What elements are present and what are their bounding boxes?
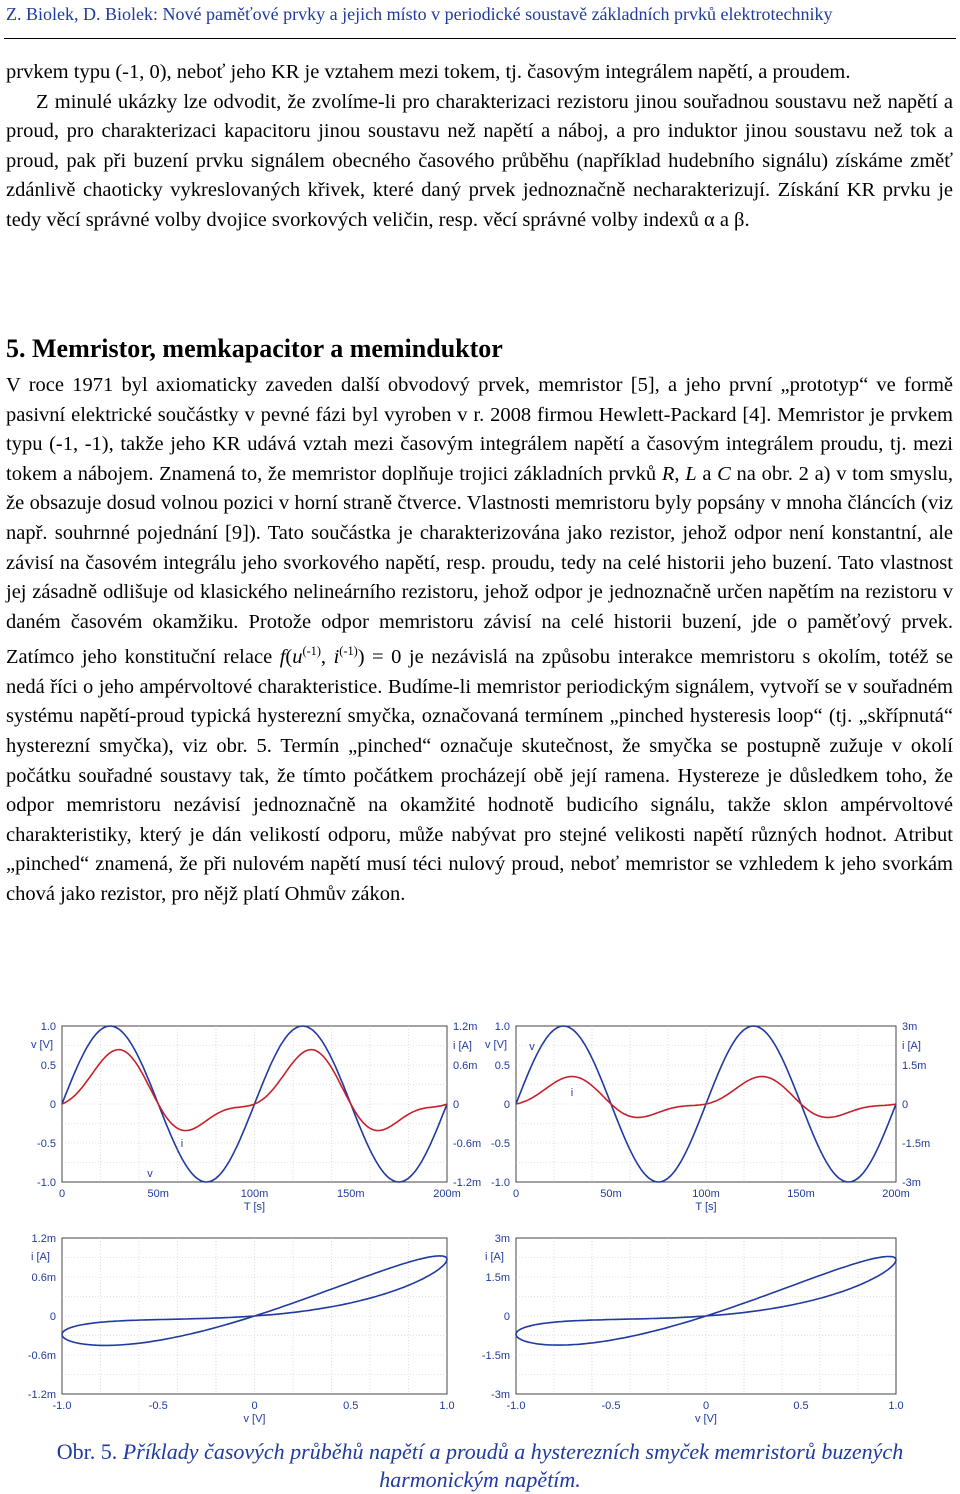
ytick-right-0-0: 1.2m (453, 1021, 478, 1033)
separator-comma: , (674, 462, 686, 485)
ytick-right-1-1: 1.5m (902, 1060, 927, 1072)
text-block-1 (6, 58, 953, 236)
ytick-right-0-3: -0.6m (453, 1138, 482, 1150)
ytick-left-2-1: 0.6m (31, 1272, 56, 1284)
xtick-1-1: 50m (600, 1188, 622, 1200)
series-name-i-1: i (570, 1087, 574, 1099)
xtick-3-1: -0.5 (601, 1400, 621, 1412)
xtick-2-1: -0.5 (148, 1400, 168, 1412)
ytick-left-0-3: -0.5 (37, 1138, 56, 1150)
xtick-0-1: 50m (147, 1188, 169, 1200)
xtick-2-2: 0 (251, 1400, 258, 1412)
running-header: Z. Biolek, D. Biolek: Nové paměťové prvky a jejich místo v periodické soustavě základních prvků elektrotechniky (6, 4, 833, 24)
ytick-right-1-0: 3m (902, 1021, 918, 1033)
series-name-v-0: v (147, 1168, 153, 1180)
series-name-i-0: i (180, 1138, 184, 1150)
xtick-0-2: 100m (240, 1188, 269, 1200)
ytick-left-1-0: 1.0 (494, 1021, 510, 1033)
xlabel-3: v [V] (694, 1413, 718, 1425)
ylabel-right-1: i [A] (902, 1040, 921, 1052)
paragraph-3-part-c: je nezávislá na způsobu interakce memristoru s okolím, totéž se nedá říci o jeho ampérvoltové charakteristice. Budíme-li memristor periodickým signálem, vytvoří se v souřadném systému napětí-proud typická hysterezní smyčka, označovaná termínem „pinched hysteresis loop“ (tj. „skřípnutá“ hysterezní smyčka), viz obr. 5. Termín „pinched“ označuje skutečnost, že smyčka se postupně zužuje v okolí počátku souřadné soustavy tak, že tímto počátkem procházejí obě její ramena. Hystereze je důsledkem toho, že odpor memristoru nezávisí jednoznačně na okamžité hodnotě budicího signálu, takže sklon ampérvoltové charakteristiky, který je dán velikostí odporu, může nabývat pro stejné velikosti napětí různých hodnot. Atribut „pinched“ znamená, že při nulovém napětí musí téci nulový proud, neboť memristor se vzhledem k jeho svorkám chová jako rezistor, pro nějž platí Ohmův zákon. (6, 646, 953, 905)
caption-body: Příklady časových průběhů napětí a proudů a hysterezních smyček memristorů buzených harmonickým napětím. (117, 1439, 904, 1492)
ytick-right-1-4: -3m (902, 1177, 921, 1189)
ytick-right-1-3: -1.5m (902, 1138, 931, 1150)
xtick-0-3: 150m (336, 1188, 365, 1200)
xtick-0-4: 200m (433, 1188, 461, 1200)
series-name-v-1: v (529, 1041, 535, 1053)
relation-u: u (292, 646, 303, 669)
xtick-3-3: 0.5 (793, 1400, 809, 1412)
ytick-right-0-1: 0.6m (453, 1060, 478, 1072)
xtick-2-0: -1.0 (52, 1400, 72, 1412)
text-block-2 (6, 371, 953, 910)
figure-caption (0, 1438, 960, 1494)
caption-lead: Obr. 5. (56, 1439, 118, 1464)
ylabel-3: i [A] (485, 1251, 504, 1263)
separator-and: a (696, 462, 718, 485)
xtick-2-4: 1.0 (439, 1400, 455, 1412)
ytick-left-1-2: 0 (503, 1099, 510, 1111)
series-i-line-0 (62, 1050, 447, 1131)
xtick-0-0: 0 (58, 1188, 66, 1200)
xtick-1-0: 0 (512, 1188, 520, 1200)
relation-i-sup: (-1) (339, 644, 358, 659)
ytick-left-3-2: 0 (503, 1311, 510, 1323)
header-rule (4, 38, 956, 39)
ylabel-left-1: v [V] (485, 1039, 508, 1051)
xlabel-1: T [s] (695, 1201, 717, 1213)
paragraph-1: prvkem typu (-1, 0), neboť jeho KR je vztahem mezi tokem, tj. časovým integrálem napětí, a proudem. (6, 61, 851, 83)
xlabel-2: v [V] (243, 1413, 266, 1425)
ytick-left-1-1: 0.5 (494, 1060, 510, 1072)
relation-u-sup: (-1) (302, 644, 321, 659)
symbol-c: C (717, 462, 731, 485)
ytick-left-2-2: 0 (49, 1311, 56, 1323)
paragraph-3-part-a: V roce 1971 byl axiomaticky zaveden další obvodový prvek, memristor [5], a jeho první „prototyp“ ve formě pasivní elektrické součástky v pevné fázi byl vyroben v r. 2008 firmou Hewlett-Packard [4]. Memristor je prvkem typu (-1, -1), takže jeho KR udává vztah mezi časovým integrálem napětí a časovým integrálem proudu, tj. mezi tokem a nábojem. Znamená to, že memristor doplňuje trojici základních prvků (6, 374, 953, 485)
ytick-left-1-4: -1.0 (491, 1177, 510, 1189)
section-heading: 5. Memristor, memkapacitor a meminduktor (6, 334, 503, 363)
xtick-3-2: 0 (702, 1400, 710, 1412)
figure-5 (0, 1012, 960, 1432)
ytick-left-1-3: -0.5 (491, 1138, 510, 1150)
ytick-left-3-3: -1.5m (481, 1350, 510, 1362)
ytick-right-0-2: 0 (453, 1099, 460, 1111)
xtick-3-0: -1.0 (506, 1400, 526, 1412)
ytick-left-2-3: -0.6m (27, 1350, 56, 1362)
relation-f: f (279, 646, 286, 669)
ytick-left-3-1: 1.5m (485, 1272, 510, 1284)
ytick-left-3-4: -3m (491, 1389, 510, 1401)
xtick-2-3: 0.5 (343, 1400, 359, 1412)
ytick-left-0-2: 0 (49, 1099, 56, 1111)
ytick-left-2-4: -1.2m (27, 1389, 56, 1401)
ytick-right-1-2: 0 (902, 1099, 909, 1111)
ytick-left-0-4: -1.0 (37, 1177, 56, 1189)
xtick-3-4: 1.0 (888, 1400, 904, 1412)
ytick-left-0-1: 0.5 (40, 1060, 56, 1072)
ytick-right-0-4: -1.2m (453, 1177, 482, 1189)
ytick-left-3-0: 3m (494, 1233, 510, 1245)
ytick-left-2-0: 1.2m (31, 1233, 56, 1245)
relation-open: ( (285, 646, 293, 669)
relation-close: ) = 0 (357, 646, 402, 669)
xtick-1-2: 100m (692, 1188, 720, 1200)
ylabel-left-0: v [V] (31, 1039, 54, 1051)
xtick-1-4: 200m (882, 1188, 910, 1200)
relation-comma: , (320, 646, 334, 669)
relation-i: i (333, 646, 340, 669)
ylabel-right-0: i [A] (453, 1040, 472, 1052)
symbol-r: R (661, 462, 675, 485)
ytick-left-0-0: 1.0 (40, 1021, 56, 1033)
paragraph-3 (6, 371, 953, 910)
ylabel-2: i [A] (31, 1251, 50, 1263)
xtick-1-3: 150m (787, 1188, 815, 1200)
symbol-l: L (685, 462, 697, 485)
paragraph-3-part-b: na obr. 2 a) v tom smyslu, že obsazuje dosud volnou pozici v horní straně čtverce. Vlastnosti memristoru byly popsány v mnoha článcích (viz např. souhrnné pojednání [9]). Tato součástka je charakterizována jako rezistor, jehož odpor není konstantní, ale závisí na časovém integrálu jeho svorkového napětí, resp. proudu, tedy na celé historii jeho buzení. Tato vlastnost jej zásadně odlišuje od klasického nelineárního rezistoru, jehož odpor je jednoznačně určen napětím na rezistoru v daném časovém okamžiku. Protože odpor memristoru závisí na celé historii buzení, jde o paměťový prvek. Zatímco jeho konstituční relace (6, 462, 953, 669)
xlabel-0: T [s] (243, 1201, 266, 1213)
paragraph-2: Z minulé ukázky lze odvodit, že zvolíme-li pro charakterizaci rezistoru jinou souřadnou soustavu než napětí a proud, pro charakterizaci kapacitoru jinou soustavu než napětí a náboj, a pro induktor jinou soustavu než tok a proud, pak při buzení prvku signálem obecného časového průběhu (například hudebního signálu) získáme změť zdánlivě chaoticky vykreslovaných křivek, které daný prvek jednoznačně necharakterizují. Získání KR prvku je tedy věcí správné volby dvojice svorkových veličin, resp. věcí správné volby indexů α a β. (6, 90, 953, 231)
